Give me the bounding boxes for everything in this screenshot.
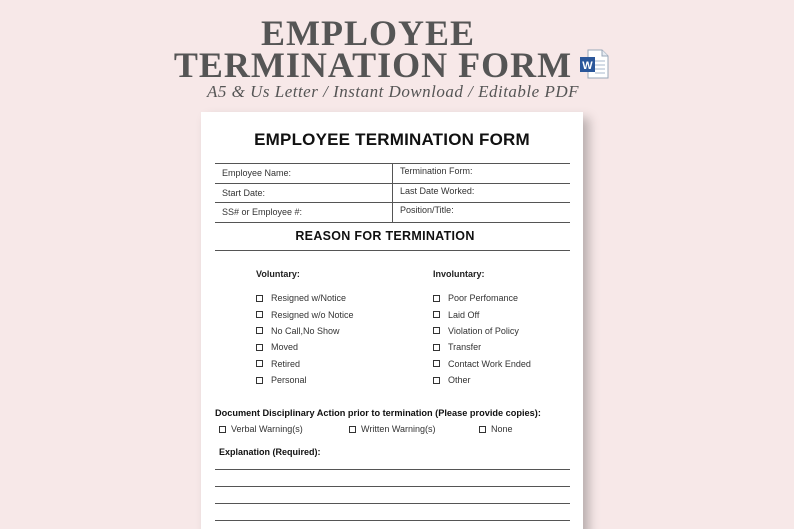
checkbox-none[interactable] bbox=[479, 424, 513, 434]
checkbox-icon[interactable] bbox=[433, 344, 440, 351]
info-row bbox=[215, 184, 570, 204]
checkbox-icon[interactable] bbox=[256, 360, 263, 367]
checkbox-label: Violation of Policy bbox=[448, 325, 519, 336]
explanation-line[interactable] bbox=[215, 486, 570, 487]
checkbox-label: Poor Perfomance bbox=[448, 293, 519, 304]
checkbox-label: Resigned w/o Notice bbox=[271, 309, 354, 320]
checkbox-laid-off[interactable] bbox=[433, 306, 531, 322]
checkbox-icon[interactable] bbox=[433, 295, 440, 302]
voluntary-heading: Voluntary: bbox=[256, 269, 300, 279]
word-document-icon bbox=[578, 48, 610, 80]
checkbox-personal[interactable] bbox=[256, 372, 354, 388]
voluntary-options bbox=[256, 290, 354, 388]
last-date-worked-field[interactable]: Last Date Worked: bbox=[400, 185, 475, 196]
info-row bbox=[215, 164, 570, 184]
checkbox-moved[interactable] bbox=[256, 339, 354, 355]
checkbox-icon[interactable] bbox=[433, 311, 440, 318]
banner-title-line2: TERMINATION FORM bbox=[173, 45, 573, 85]
checkbox-label: None bbox=[491, 424, 513, 434]
checkbox-label: Transfer bbox=[448, 342, 482, 353]
explanation-label: Explanation (Required): bbox=[219, 447, 321, 457]
reason-section-title: REASON FOR TERMINATION bbox=[295, 229, 475, 243]
explanation-line[interactable] bbox=[215, 520, 570, 521]
checkbox-poor-performance[interactable] bbox=[433, 290, 531, 306]
employee-info-table bbox=[215, 163, 570, 223]
checkbox-no-call-no-show[interactable] bbox=[256, 323, 354, 339]
checkbox-label: Moved bbox=[271, 342, 299, 353]
checkbox-resigned-without-notice[interactable] bbox=[256, 306, 354, 322]
checkbox-violation-of-policy[interactable] bbox=[433, 323, 531, 339]
start-date-field[interactable]: Start Date: bbox=[215, 184, 393, 203]
checkbox-transfer[interactable] bbox=[433, 339, 531, 355]
checkbox-contact-work-ended[interactable] bbox=[433, 356, 531, 372]
checkbox-label: Retired bbox=[271, 358, 301, 369]
explanation-line[interactable] bbox=[215, 503, 570, 504]
checkbox-label: No Call,No Show bbox=[271, 325, 340, 336]
banner-title-line1: EMPLOYEE bbox=[260, 13, 475, 53]
checkbox-icon[interactable] bbox=[256, 295, 263, 302]
employee-number-field[interactable]: SS# or Employee #: bbox=[215, 203, 393, 222]
checkbox-label: Personal bbox=[271, 375, 307, 386]
section-divider bbox=[215, 250, 570, 251]
position-title-field[interactable]: Position/Title: bbox=[400, 205, 454, 215]
word-icon-letter: W bbox=[582, 60, 593, 72]
checkbox-verbal-warning[interactable] bbox=[219, 424, 303, 434]
checkbox-written-warning[interactable] bbox=[349, 424, 436, 434]
checkbox-icon[interactable] bbox=[349, 426, 356, 433]
checkbox-label: Laid Off bbox=[448, 309, 480, 320]
checkbox-label: Verbal Warning(s) bbox=[231, 424, 303, 434]
checkbox-icon[interactable] bbox=[433, 327, 440, 334]
checkbox-icon[interactable] bbox=[219, 426, 226, 433]
involuntary-heading: Involuntary: bbox=[433, 269, 485, 279]
checkbox-resigned-with-notice[interactable] bbox=[256, 290, 354, 306]
checkbox-icon[interactable] bbox=[256, 377, 263, 384]
checkbox-icon[interactable] bbox=[433, 360, 440, 367]
banner-subtitle: A5 & Us Letter / Instant Download / Editable PDF bbox=[206, 82, 579, 101]
checkbox-label: Other bbox=[448, 375, 471, 386]
checkbox-retired[interactable] bbox=[256, 356, 354, 372]
form-title: EMPLOYEE TERMINATION FORM bbox=[254, 130, 530, 149]
termination-form-field[interactable]: Termination Form: bbox=[400, 166, 473, 176]
checkbox-label: Resigned w/Notice bbox=[271, 293, 347, 304]
checkbox-icon[interactable] bbox=[256, 311, 263, 318]
checkbox-other[interactable] bbox=[433, 372, 531, 388]
info-row bbox=[215, 203, 570, 223]
checkbox-label: Contact Work Ended bbox=[448, 358, 531, 369]
checkbox-icon[interactable] bbox=[256, 327, 263, 334]
checkbox-label: Written Warning(s) bbox=[361, 424, 436, 434]
explanation-line[interactable] bbox=[215, 469, 570, 470]
disciplinary-action-label: Document Disciplinary Action prior to termination (Please provide copies): bbox=[215, 408, 541, 418]
checkbox-icon[interactable] bbox=[433, 377, 440, 384]
checkbox-icon[interactable] bbox=[479, 426, 486, 433]
checkbox-icon[interactable] bbox=[256, 344, 263, 351]
employee-name-field[interactable]: Employee Name: bbox=[215, 164, 393, 183]
involuntary-options bbox=[433, 290, 531, 388]
